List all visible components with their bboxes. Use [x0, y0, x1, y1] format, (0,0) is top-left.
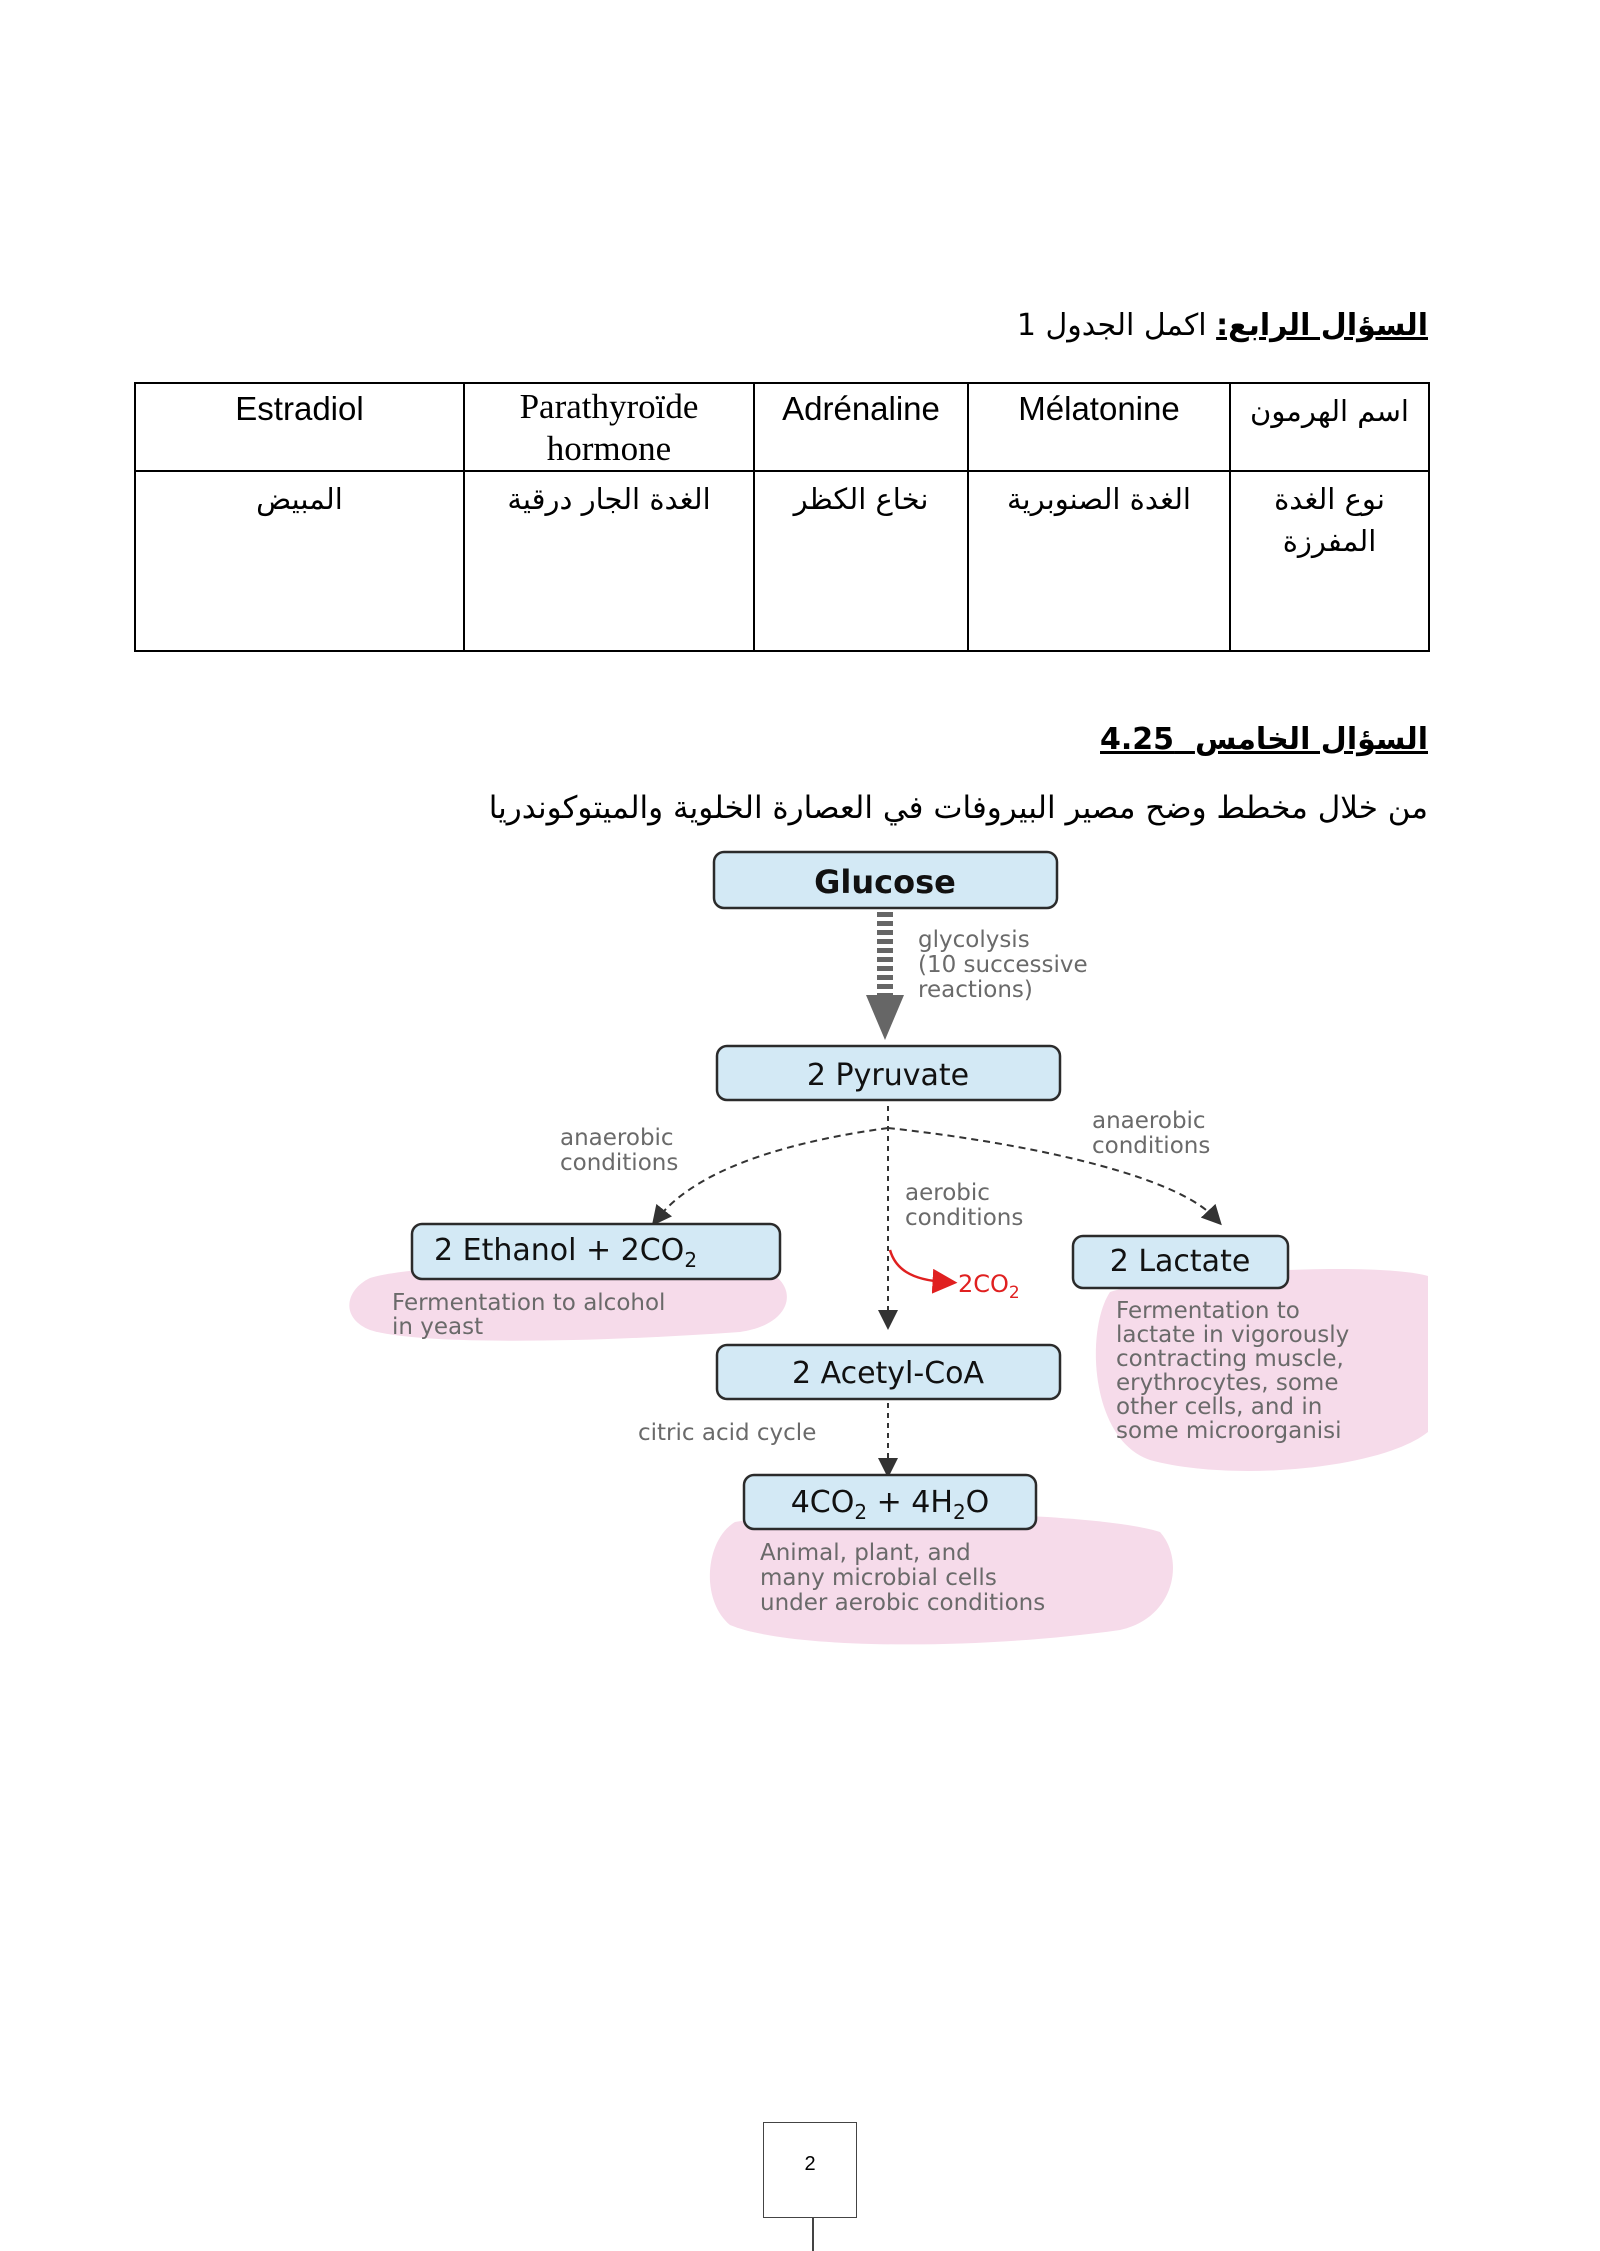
table-cell: Adrénaline — [754, 383, 968, 471]
table-cell: Estradiol — [135, 383, 464, 471]
glycolysis-label: glycolysis (10 successive reactions) — [918, 927, 1088, 1003]
question-5-label: السؤال الخامس — [1194, 722, 1428, 757]
lactate-label: 2 Lactate — [1109, 1244, 1251, 1279]
aerobic-cells-note: Animal, plant, and many microbial cells under aerobic conditions — [760, 1540, 1046, 1616]
table-cell: Mélatonine — [968, 383, 1230, 471]
ferment-alcohol-note: Fermentation to alcohol in yeast — [392, 1290, 666, 1340]
glycolysis-arrowhead — [866, 995, 904, 1040]
table-header-cell: اسم الهرمون — [1230, 383, 1429, 471]
question-5-score: 4.25 — [1100, 722, 1175, 757]
table-header-cell: نوع الغدة المفرزة — [1230, 471, 1429, 651]
acetyl-coa-label: 2 Acetyl-CoA — [791, 1356, 985, 1391]
page-number: 2 — [804, 2153, 816, 2175]
question-4-label: السؤال الرابع: — [1216, 308, 1428, 343]
glucose-label: Glucose — [814, 863, 956, 901]
page-number-box — [763, 2122, 857, 2218]
anaerobic-left-arrow — [658, 1128, 888, 1218]
citric-acid-label: citric acid cycle — [638, 1420, 817, 1446]
question-5-text: من خلال مخطط وضح مصير البيروفات في العصارة الخلوية والميتوكوندريا — [488, 790, 1428, 826]
table-cell: نخاع الكظر — [754, 471, 968, 651]
pyruvate-label: 2 Pyruvate — [806, 1058, 970, 1093]
table-cell: المبيض — [135, 471, 464, 651]
final-products-label: $4CO_2 + 4H_2O$ — [790, 1485, 990, 1524]
ethanol-label: 2 Ethanol + $2CO_2$ — [434, 1233, 698, 1272]
table-cell: Parathyroïde hormone — [464, 383, 754, 471]
page-number-line — [812, 2218, 814, 2251]
table-cell: الغدة الصنوبرية — [968, 471, 1230, 651]
aerobic-label: aerobic conditions — [905, 1180, 1024, 1231]
co2-release-label: $2CO_2$ — [958, 1270, 1020, 1303]
anaerobic-right-label: anaerobic conditions — [1092, 1108, 1211, 1159]
co2-release-arrow — [890, 1250, 945, 1282]
ferment-lactate-note: Fermentation to lactate in vigorously contracting muscle, erythrocytes, some other cells, and in some microorganisi — [1116, 1298, 1350, 1444]
table-cell: الغدة الجار درقية — [464, 471, 754, 651]
anaerobic-left-label: anaerobic conditions — [560, 1125, 679, 1176]
question-4-text: اكمل الجدول 1 — [1016, 308, 1217, 343]
